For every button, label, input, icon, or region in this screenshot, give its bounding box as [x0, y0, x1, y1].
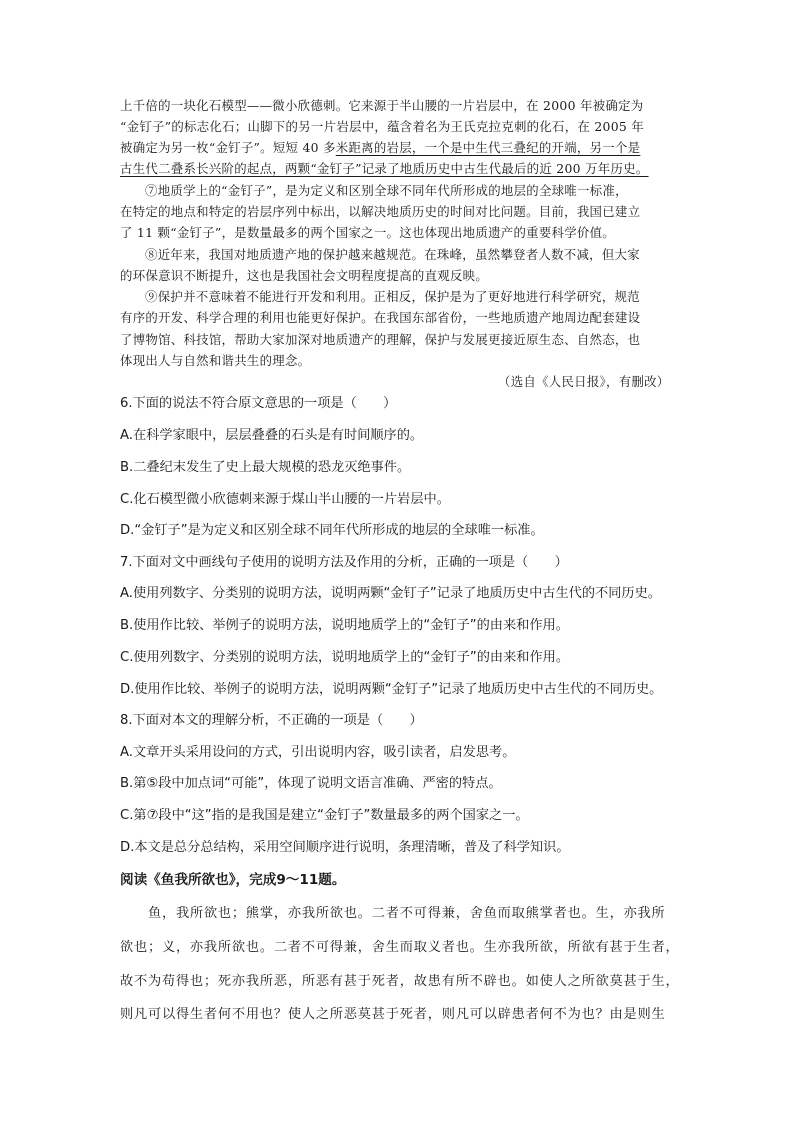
- classical-line: 则凡可以得生者何不用也？使人之所恶莫甚于死者，则凡可以辟患者何不为也？由是则生: [120, 1007, 666, 1022]
- underlined-sentence: 古生代二叠系长兴阶的起点，两颗“金钉子”记录了地质历史中古生代最后的近 200 万年历史。: [120, 161, 649, 176]
- passage-line: 在特定的地点和特定的岩层序列中标出，以解决地质历史的时间对比问题。目前，我国已建立: [120, 204, 641, 219]
- paragraph-7: ⑦地质学上的“金钉子”，是为定义和区别全球不同年代所形成的地层的全球唯一标准，: [145, 183, 628, 198]
- question-6-option-c[interactable]: C.化石模型微小欣德刺来源于煤山半山腰的一片岩层中。: [120, 492, 450, 507]
- reading-heading: 阅读《鱼我所欲也》，完成9～11题。: [120, 872, 346, 888]
- question-7-option-c[interactable]: C.使用列数字、分类别的说明方法，说明地质学上的“金钉子”的由来和作用。: [120, 650, 570, 665]
- question-6-option-b[interactable]: B.二叠纪末发生了史上最大规模的恐龙灭绝事件。: [120, 460, 411, 475]
- classical-line: 欲也；义，亦我所欲也。二者不可得兼，舍生而取义者也。生亦我所欲，所欲有甚于生者，: [120, 940, 680, 955]
- passage-line: 了 11 颗“金钉子”，是数量最多的两个国家之一。这也体现出地质遗产的重要科学价值。: [120, 225, 615, 240]
- passage-line-plain: 被确定为另一枚“金钉子”。短短 40 多: [120, 140, 336, 155]
- question-6-stem: 6.下面的说法不符合原文意思的一项是（ ）: [120, 396, 397, 411]
- question-7-option-b[interactable]: B.使用作比较、举例子的说明方法，说明地质学上的“金钉子”的由来和作用。: [120, 618, 569, 633]
- passage-line: [120, 138, 640, 158]
- question-7-option-d[interactable]: D.使用作比较、举例子的说明方法，说明两颗“金钉子”记录了地质历史中古生代的不同历史。: [120, 682, 663, 697]
- classical-line: 鱼，我所欲也；熊掌，亦我所欲也。二者不可得兼，舍鱼而取熊掌者也。生，亦我所: [148, 906, 666, 921]
- question-7-option-a[interactable]: A.使用列数字、分类别的说明方法，说明两颗“金钉子”记录了地质历史中古生代的不同历史。: [120, 586, 661, 601]
- passage-source: （选自《人民日报》，有删改）: [498, 374, 670, 389]
- paragraph-9: ⑨保护并不意味着不能进行开发和利用。正相反，保护是为了更好地进行科学研究，规范: [145, 289, 640, 304]
- question-8-option-d[interactable]: D.本文是总分总结构，采用空间顺序进行说明，条理清晰，普及了科学知识。: [120, 840, 570, 855]
- question-8-stem: 8.下面对本文的理解分析，不正确的一项是（ ）: [120, 713, 423, 728]
- question-6-option-a[interactable]: A.在科学家眼中，层层叠叠的石头是有时间顺序的。: [120, 428, 424, 443]
- question-8-option-c[interactable]: C.第⑦段中“这”指的是我国是建立“金钉子”数量最多的两个国家之一。: [120, 808, 529, 823]
- passage-line: 上千倍的一块化石模型——微小欣德刺。它来源于半山腰的一片岩层中，在 2000 年被确定为: [120, 98, 644, 113]
- underlined-sentence: 米距离的岩层，一个是中生代三叠纪的开端，另一个是: [335, 140, 641, 155]
- classical-line: 故不为苟得也；死亦我所恶，所恶有甚于死者，故患有所不辟也。如使人之所欲莫甚于生，: [120, 974, 680, 989]
- paragraph-8: ⑧近年来，我国对地质遗产地的保护越来越规范。在珠峰，虽然攀登者人数不减，但大家: [145, 247, 640, 262]
- passage-line: 体现出人与自然和谐共生的理念。: [120, 353, 311, 368]
- question-6-option-d[interactable]: D.“金钉子”是为定义和区别全球不同年代所形成的地层的全球唯一标准。: [120, 523, 544, 538]
- passage-line: 有序的开发、科学合理的利用也能更好保护。在我国东部省份，一些地质遗产地周边配套建设: [120, 310, 641, 325]
- passage-line: 了博物馆、科技馆，帮助大家加深对地质遗产的理解，保护与发展更接近原生态、自然态，也: [120, 332, 641, 347]
- question-8-option-b[interactable]: B.第⑤段中加点词“可能”，体现了说明文语言准确、严密的特点。: [120, 776, 502, 791]
- passage-line: 的环保意识不断提升，这也是我国社会文明程度提高的直观反映。: [120, 268, 489, 283]
- question-8-option-a[interactable]: A.文章开头采用设问的方式，引出说明内容，吸引读者，启发思考。: [120, 745, 516, 760]
- question-7-stem: 7.下面对文中画线句子使用的说明方法及作用的分析，正确的一项是（ ）: [120, 555, 568, 570]
- passage-line: “金钉子”的标志化石；山脚下的另一片岩层中，蕴含着名为王氏克拉克刺的化石，在 2005 年: [120, 119, 645, 134]
